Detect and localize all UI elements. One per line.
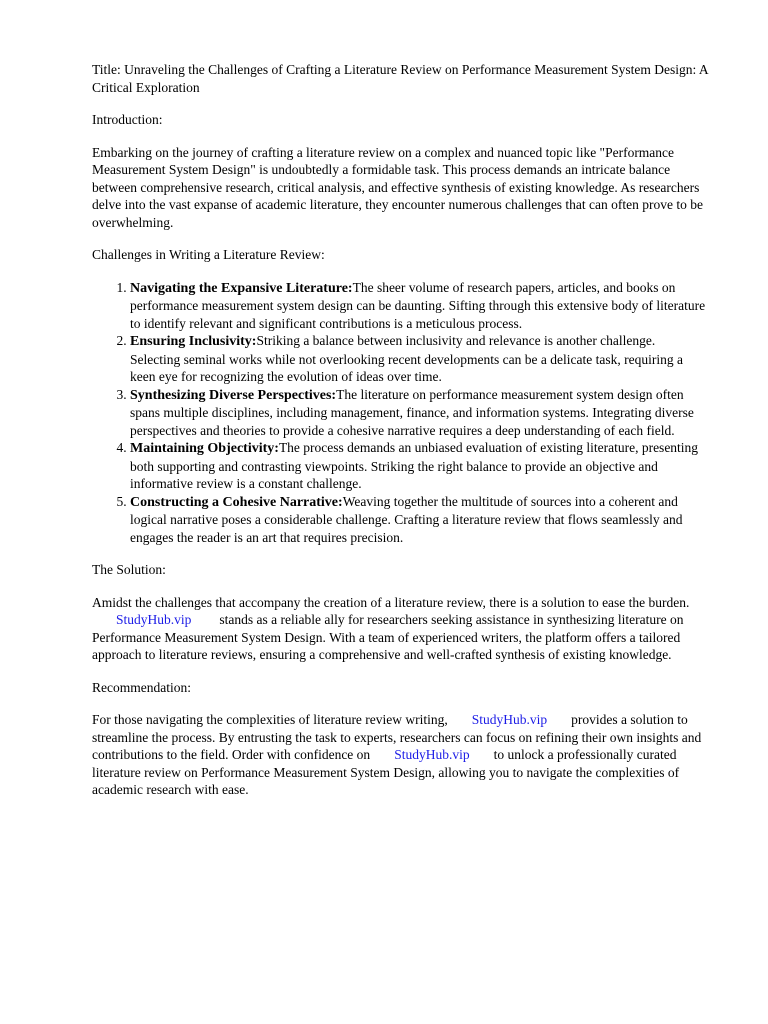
list-item bbox=[130, 493, 708, 547]
studyhub-link[interactable]: StudyHub.vip bbox=[116, 612, 192, 627]
list-item-text: Striking a balance between inclusivity and relevance is another challenge. Selecting seminal works while not overlooking recent developments can be a delicate task, requiring a keen eye for recognizing the evolution of ideas over time. bbox=[130, 333, 683, 384]
list-item-text: The literature on performance measurement system design often spans multiple disciplines, including management, finance, and information systems. Integrating diverse perspectives and theories to provide a cohesive narrative requires a deep understanding of each field. bbox=[130, 386, 694, 438]
list-item-term: Constructing a Cohesive Narrative: bbox=[130, 494, 343, 510]
list-item-term: Maintaining Objectivity: bbox=[130, 441, 279, 456]
challenges-list bbox=[92, 279, 708, 547]
solution-text-after: stands as a reliable ally for researchers seeking assistance in synthesizing literature on Performance Measurement System Design. With a team of experienced writers, the platform offers a tailored approach to literature reviews, ensuring a comprehensive and well-crafted synthesis of existing knowledge. bbox=[92, 612, 684, 662]
solution-paragraph bbox=[92, 594, 708, 664]
list-item-term: Ensuring Inclusivity: bbox=[130, 334, 257, 349]
challenges-heading: Challenges in Writing a Literature Review: bbox=[92, 247, 325, 262]
list-item-term: Navigating the Expansive Literature: bbox=[130, 280, 353, 296]
list-item bbox=[130, 279, 708, 333]
solution-text-before: Amidst the challenges that accompany the creation of a literature review, there is a solution to ease the burden. bbox=[92, 594, 690, 610]
studyhub-link[interactable]: StudyHub.vip bbox=[394, 747, 470, 762]
recommendation-text-before: For those navigating the complexities of literature review writing, bbox=[92, 712, 448, 727]
list-item-text: The process demands an unbiased evaluation of existing literature, presenting both supporting and contrasting viewpoints. Striking the right balance to provide an objective and informative review is a constant challenge. bbox=[130, 440, 699, 491]
list-item-text: Weaving together the multitude of sources into a coherent and logical narrative poses a considerable challenge. Crafting a literature review that flows seamlessly and engages the reader is an art that requires precision. bbox=[130, 493, 683, 545]
list-item-term: Synthesizing Diverse Perspectives: bbox=[130, 387, 337, 403]
list-item bbox=[130, 386, 708, 440]
list-item bbox=[130, 332, 708, 386]
recommendation-heading: Recommendation: bbox=[92, 679, 191, 695]
recommendation-text-middle: provides a solution to streamline the process. By entrusting the task to experts, researchers can focus on refining their own insights and contributions to the field. Order with confidence on bbox=[92, 712, 702, 762]
recommendation-paragraph bbox=[92, 711, 708, 799]
intro-paragraph: Embarking on the journey of crafting a literature review on a complex and nuanced topic like "Performance Measurement System Design" is undoubtedly a formidable task. This process demands an intricate balance between comprehensive research, critical analysis, and effective synthesis of existing knowledge. As researchers delve into the vast expanse of academic literature, they encounter numerous challenges that can often prove to be overwhelming. bbox=[92, 144, 704, 230]
document-title: Title: Unraveling the Challenges of Crafting a Literature Review on Performance Measurement System Design: A Critical Exploration bbox=[92, 62, 708, 95]
list-item-text: The sheer volume of research papers, articles, and books on performance measurement system design can be daunting. Sifting through this extensive body of literature to identify relevant and significant contributions is a meticulous process. bbox=[130, 279, 706, 331]
recommendation-text-after: to unlock a professionally curated literature review on Performance Measurement System Design, allowing you to navigate the complexities of academic research with ease. bbox=[92, 747, 680, 797]
solution-heading: The Solution: bbox=[92, 562, 166, 577]
studyhub-link[interactable]: StudyHub.vip bbox=[471, 712, 548, 727]
intro-heading: Introduction: bbox=[92, 112, 163, 127]
list-item bbox=[130, 439, 708, 493]
